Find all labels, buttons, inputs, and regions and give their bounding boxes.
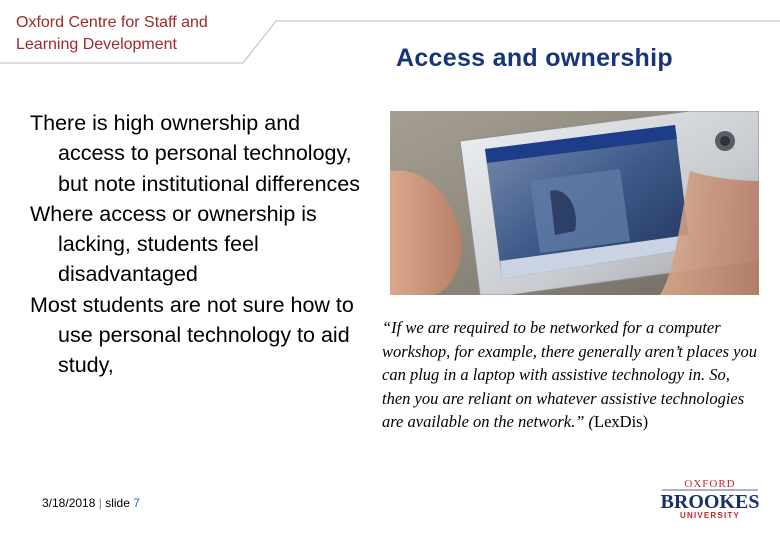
quote-block (382, 316, 760, 434)
quote-attribution-prefix: ( (588, 412, 595, 432)
bullet-item: Most students are not sure how to use personal technology to aid study, (30, 292, 354, 378)
logo-line3: UNIVERSITY (679, 511, 741, 520)
logo-line1: OXFORD (684, 478, 736, 490)
footer-separator: | (98, 496, 102, 510)
slide-footer (42, 496, 140, 510)
pda-photo-icon (390, 111, 759, 295)
bullet-item: Where access or ownership is lacking, students feel disadvantaged (30, 201, 317, 287)
header-org-line2: Learning Development (16, 36, 177, 53)
header-org-name (16, 12, 208, 56)
quote-attribution: LexDis) (594, 412, 649, 432)
slide-title: Access and ownership (396, 44, 673, 72)
bullet-item: There is high ownership and access to personal technology, but note institutional differences (30, 111, 360, 196)
logo-line2: BROOKES (660, 491, 760, 513)
oxford-brookes-logo (656, 474, 764, 520)
footer-date: 3/18/2018 (42, 496, 96, 510)
footer-slide-number: 7 (133, 496, 140, 510)
header-org-line1: Oxford Centre for Staff and (16, 14, 208, 31)
footer-slide-label: slide (105, 496, 130, 510)
pda-photo (390, 111, 759, 295)
bullet-list (30, 108, 360, 381)
quote-text: “If we are required to be networked for a computer workshop, for example, there generally aren’t places you can plug in a laptop with assistive technology in. So, then you are reliant on whatever assistive technologies are available on the network.” (382, 318, 757, 432)
